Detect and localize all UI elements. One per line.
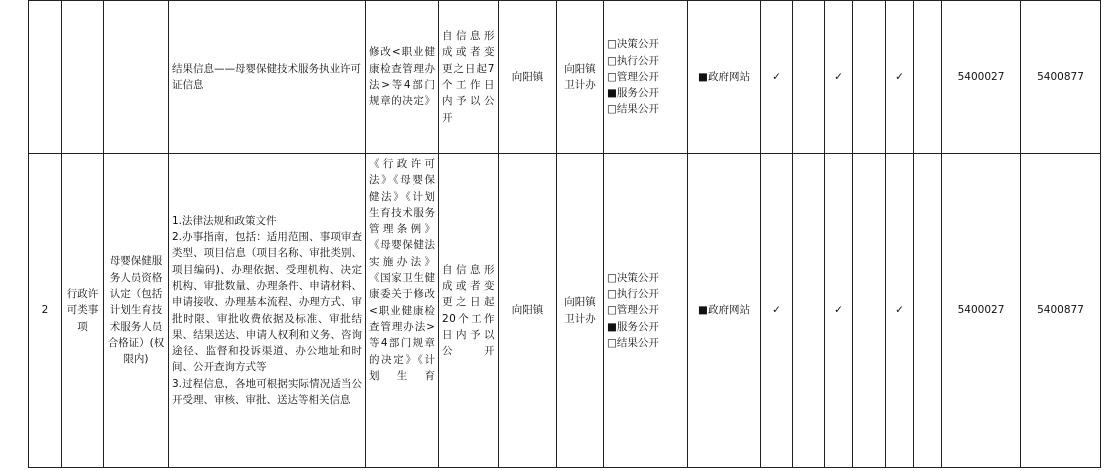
check-cell [793,154,825,468]
check-mark: ✓ [761,1,793,154]
phone-number: 5400027 [942,1,1021,154]
row-basis: 《行政许可法》《母婴保健法》《计划生育技术服务管理条例》《母婴保健法实施办法》《国家卫生健康委关于修改<职业健康检查管理办法>等4部门规章的决定》《计划生育 [366,154,439,468]
row-subject: 向阳镇 [499,154,557,468]
phone-number: 5400877 [1021,154,1101,468]
check-cell [853,1,886,154]
row-channel: ■政府网站 [688,1,761,154]
check-mark: ✓ [886,154,914,468]
row-content: 结果信息——母婴保健技术服务执业许可证信息 [169,1,366,154]
row-time-limit: 自信息形成或者变更之日起7个工作日内予以公开 [439,1,499,154]
row-index [29,1,62,154]
row-channel: ■政府网站 [688,154,761,468]
row-subject: 向阳镇 [499,1,557,154]
phone-number: 5400877 [1021,1,1101,154]
row-item [104,1,169,154]
check-mark: ✓ [886,1,914,154]
row-item: 母婴保健服务人员资格认定（包括计划生育技术服务人员合格证）(权限内) [104,154,169,468]
check-cell [853,154,886,468]
row-unit: 向阳镇卫计办 [557,1,604,154]
table-row [29,1,1101,154]
table-row [29,154,1101,468]
check-cell [914,154,942,468]
row-category [62,1,104,154]
row-scope: □决策公开 □执行公开 □管理公开 ■服务公开 □结果公开 [604,1,688,154]
row-scope: □决策公开 □执行公开 □管理公开 ■服务公开 □结果公开 [604,154,688,468]
disclosure-table [28,0,1101,468]
row-content: 1.法律法规和政策文件 2.办事指南，包括：适用范围、事项审查类型、项目信息（项目名称、审批类别、项目编码)、办理依据、受理机构、决定机构、审批数量、办理条件、申请材料、申请接收、办理基本流程、办理方式、审批时限、审批收费依据及标准、审批结果、结果送达、申请人权利和义务、咨询途径、监督和投诉渠道、办公地址和时间、公开查询方式等 3.过程信息，各地可根据实际情况适当公开受理、审核、审批、送达等相关信息 [169,154,366,468]
check-mark: ✓ [825,1,853,154]
check-mark: ✓ [825,154,853,468]
row-index: 2 [29,154,62,468]
check-mark: ✓ [761,154,793,468]
row-time-limit: 自信息形成或者变更之日起20个工作日内予以公开 [439,154,499,468]
row-basis: 修改<职业健康检查管理办法>等4部门规章的决定》 [366,1,439,154]
check-cell [914,1,942,154]
row-category: 行政许可类事项 [62,154,104,468]
check-cell [793,1,825,154]
phone-number: 5400027 [942,154,1021,468]
row-unit: 向阳镇卫计办 [557,154,604,468]
